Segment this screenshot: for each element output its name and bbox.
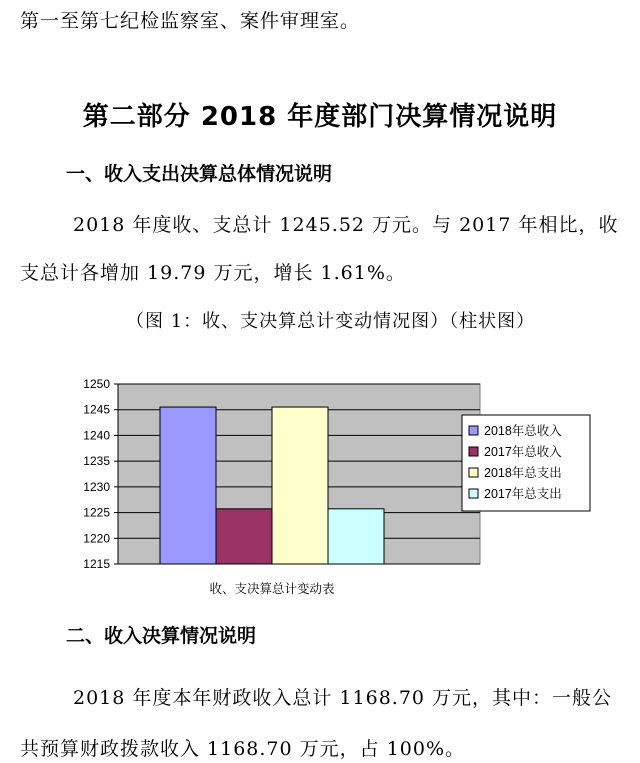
section1-paragraph-line2: 支总计各增加 19.79 万元，增长 1.61%。 — [20, 262, 406, 284]
y-tick-label: 1240 — [83, 428, 110, 443]
bar-4 — [328, 509, 384, 564]
section2-heading: 二、收入决算情况说明 — [66, 625, 257, 647]
legend-label: 2018年总收入 — [484, 424, 562, 438]
figure-caption: （图 1：收、支决算总计变动情况图）（柱状图） — [126, 311, 536, 332]
bar-3 — [272, 407, 328, 564]
y-tick-label: 1235 — [83, 454, 110, 469]
y-tick-label: 1220 — [83, 531, 110, 546]
legend-swatch — [469, 468, 478, 477]
legend-label: 2017年总支出 — [484, 487, 562, 501]
y-tick-label: 1245 — [83, 402, 110, 417]
legend-label: 2018年总支出 — [484, 466, 562, 480]
y-tick-label: 1215 — [83, 557, 110, 571]
legend-swatch — [469, 489, 478, 498]
legend-swatch — [469, 447, 478, 456]
y-tick-label: 1250 — [83, 377, 110, 391]
bar-2 — [216, 509, 272, 564]
chart-x-axis-label: 收、支决算总计变动表 — [209, 582, 335, 596]
bar-1 — [160, 407, 216, 564]
section2-paragraph-line2: 共预算财政拨款收入 1168.70 万元，占 100%。 — [20, 738, 466, 760]
legend-swatch — [469, 426, 478, 435]
bar-chart — [60, 372, 600, 604]
legend-label: 2017年总收入 — [484, 445, 562, 459]
section1-paragraph-line1: 2018 年度收、支总计 1245.52 万元。与 2017 年相比，收 — [73, 214, 619, 236]
y-tick-label: 1225 — [83, 505, 110, 520]
section1-heading: 一、收入支出决算总体情况说明 — [66, 163, 333, 185]
top-text-line: 第一至第七纪检监察室、案件审理室。 — [20, 10, 361, 32]
y-tick-label: 1230 — [83, 479, 110, 494]
part-title: 第二部分 2018 年度部门决算情况说明 — [82, 102, 558, 132]
section2-paragraph-line1: 2018 年度本年财政收入总计 1168.70 万元，其中：一般公 — [73, 687, 613, 709]
